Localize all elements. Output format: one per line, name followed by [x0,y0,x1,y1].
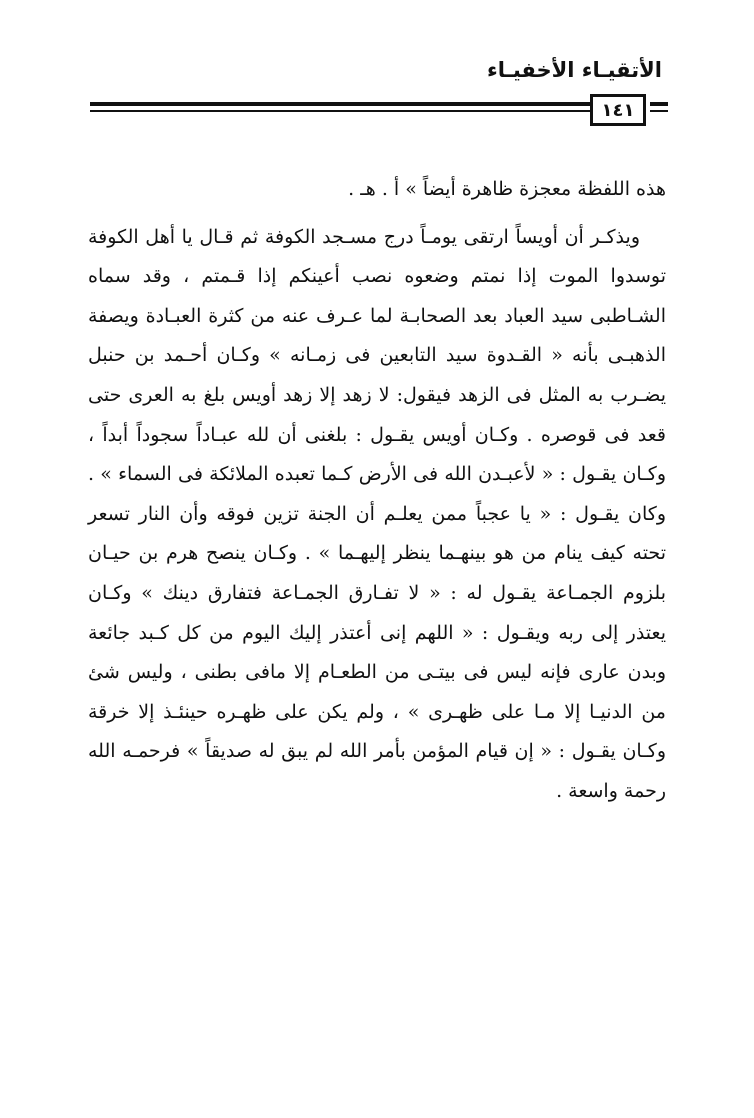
page-number: ١٤١ [590,94,646,126]
body-text [88,170,666,812]
header-rule-thin [90,110,590,112]
header-rule-tail-thick [650,102,668,106]
paragraph-uways: ويذكـر أن أويساً ارتقى يومـاً درج مسـجد الكوفة ثم قـال يا أهل الكوفة توسدوا الموت إذا نمتم وضعوه نصب أعينكم إذا قـمتم ، وقد سماه الشـاطبى سيد العباد بعد الصحابـة لما عـرف عنه من كثرة العبـادة ويصفة الذهبـى بأنه « القـدوة سيد التابعين فى زمـانه » وكـان أحـمد بن حنبل يضـرب به المثل فى الزهد فيقول: لا زهد إلا زهد أويس بلغ به العرى حتى قعد فى قوصره . وكـان أويس يقـول : بلغنى أن لله عبـاداً سجوداً أبداً ، وكـان يقـول : « لأعبـدن الله فى الأرض كـما تعبده الملائكة فى السماء » . وكان يقـول : « يا عجباً ممن يعلـم أن الجنة تزين فوقه وأن النار تسعر تحته كيف ينام من هو بينهـما ينظر إليهـما » . وكـان ينصح هرم بن حيـان بلزوم الجمـاعة يقـول له : « لا تفـارق الجمـاعة فتفارق دينك » وكـان يعتذر إلى ربه ويقـول : « اللهم إنى أعتذر إليك اليوم من كل كـبد جائعة وبدن عارى فإنه ليس فى بيتـى من الطعـام إلا مافى بطنى ، وليس شئ من الدنيـا إلا مـا على ظهـرى » ، ولم يكن على ظهـره حينئـذ إلا خرقة وكـان يقـول : « إن قيام المؤمن بأمر الله لم يبق له صديقاً » فرحمـه الله رحمة واسعة . [88,225,666,802]
header-rule-tail-thin [650,110,668,112]
paragraph-continuation: هذه اللفظة معجزة ظاهرة أيضاً » أ . هـ . [348,178,666,200]
running-header-title: الأتقيـاء الأخفيـاء [487,58,662,82]
header-rule-thick [90,102,590,106]
